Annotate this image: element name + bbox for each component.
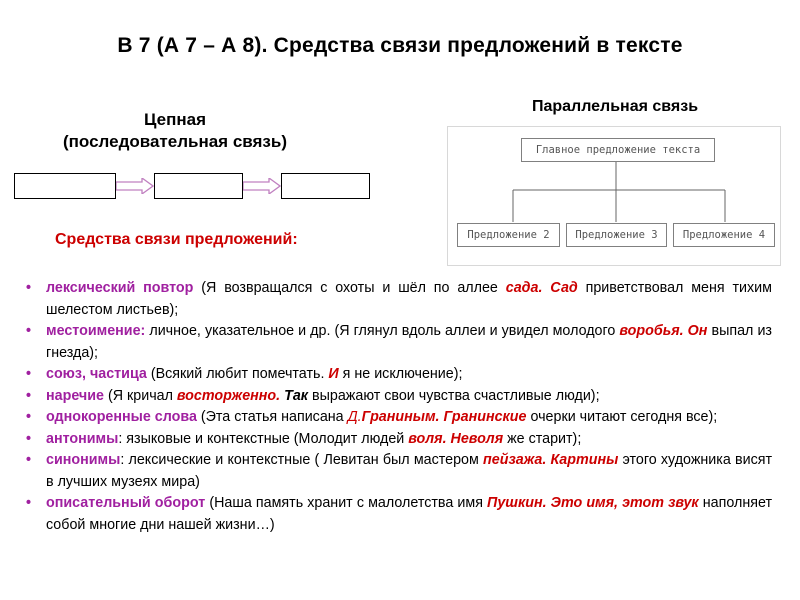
means-term: лексический повтор — [46, 280, 194, 296]
means-item — [26, 493, 772, 536]
linking-word: Д. — [347, 409, 362, 425]
chain-caption-line2: (последовательная связь) — [63, 132, 287, 151]
slide-title: В 7 (А 7 – А 8). Средства связи предложений в тексте — [117, 34, 683, 57]
linking-word: воробья. Он — [619, 323, 708, 339]
example-text: (Всякий любит помечтать. — [146, 366, 329, 382]
example-text: выпал из гнезда); — [46, 323, 772, 361]
linking-word: воля. Неволя — [408, 430, 504, 447]
example-text: : языковые и контекстные (Молодит людей — [118, 430, 409, 447]
chain-caption-line1: Цепная — [144, 110, 206, 129]
example-text: приветствовал меня тихим шелестом листьев); — [46, 280, 772, 318]
example-text: (Наша память хранит с малолетства имя — [205, 495, 488, 511]
example-text: выражают свои чувства счастливые люди); — [308, 387, 600, 404]
means-term: однокоренные слова — [46, 409, 197, 425]
bullet-icon: • — [26, 495, 32, 511]
bullet-icon: • — [26, 366, 32, 382]
linking-word: Так — [284, 387, 309, 404]
bullet-icon: • — [26, 452, 32, 468]
means-item — [26, 278, 772, 321]
means-heading: Средства связи предложений: — [55, 231, 298, 248]
bullet-icon: • — [26, 280, 32, 296]
means-term: местоимение: — [46, 323, 146, 339]
main-sentence-box: Главное предложение текста — [521, 138, 715, 162]
sentence-2-box: Предложение 2 — [457, 223, 560, 247]
bullet-icon: • — [26, 387, 32, 404]
means-item — [26, 429, 772, 451]
linking-word: Граниным. Гранинские — [361, 409, 527, 425]
linking-word: сада. Сад — [505, 280, 578, 296]
example-text: (Я возвращался с охоты и шёл по аллее — [193, 280, 506, 296]
bullet-icon: • — [26, 409, 32, 425]
bullet-icon: • — [26, 430, 32, 447]
chain-arrow-2 — [243, 178, 281, 194]
example-text: (Я кричал — [103, 387, 177, 404]
means-term: наречие — [46, 387, 104, 404]
means-item — [26, 364, 772, 386]
example-text: я не исключение); — [338, 366, 463, 382]
linking-word: восторженно. — [176, 387, 281, 404]
example-text: (Эта статья написана — [196, 409, 348, 425]
means-item — [26, 321, 772, 364]
chain-box-1 — [14, 173, 116, 199]
means-term: описательный оборот — [46, 495, 206, 511]
example-text: очерки читают сегодня все); — [526, 409, 718, 425]
parallel-caption: Параллельная связь — [531, 98, 699, 115]
parallel-diagram — [447, 126, 781, 266]
example-text: этого художника висят в лучших музеях мира) — [46, 452, 773, 490]
means-term: антонимы — [46, 430, 119, 447]
means-term: синонимы — [46, 452, 121, 468]
means-item — [26, 450, 772, 493]
example-text: личное, указательное и др. (Я глянул вдоль аллеи и увидел молодого — [145, 323, 620, 339]
means-list — [26, 278, 772, 536]
means-item — [26, 386, 772, 408]
sentence-4-box: Предложение 4 — [673, 223, 775, 247]
chain-box-2 — [154, 173, 243, 199]
bullet-icon: • — [26, 323, 32, 339]
sentence-3-box: Предложение 3 — [566, 223, 667, 247]
example-text: наполняет собой многие дни нашей жизни…) — [46, 495, 773, 533]
chain-arrow-1 — [116, 178, 154, 194]
example-text: : лексические и контекстные ( Левитан был мастером — [120, 452, 484, 468]
linking-word: Пушкин. Это имя, этот звук — [487, 495, 699, 511]
example-text: же старит); — [503, 430, 582, 447]
chain-box-3 — [281, 173, 370, 199]
linking-word: пейзажа. Картины — [483, 452, 619, 468]
linking-word: И — [328, 366, 339, 382]
means-term: союз, частица — [46, 366, 147, 382]
means-item — [26, 407, 772, 429]
